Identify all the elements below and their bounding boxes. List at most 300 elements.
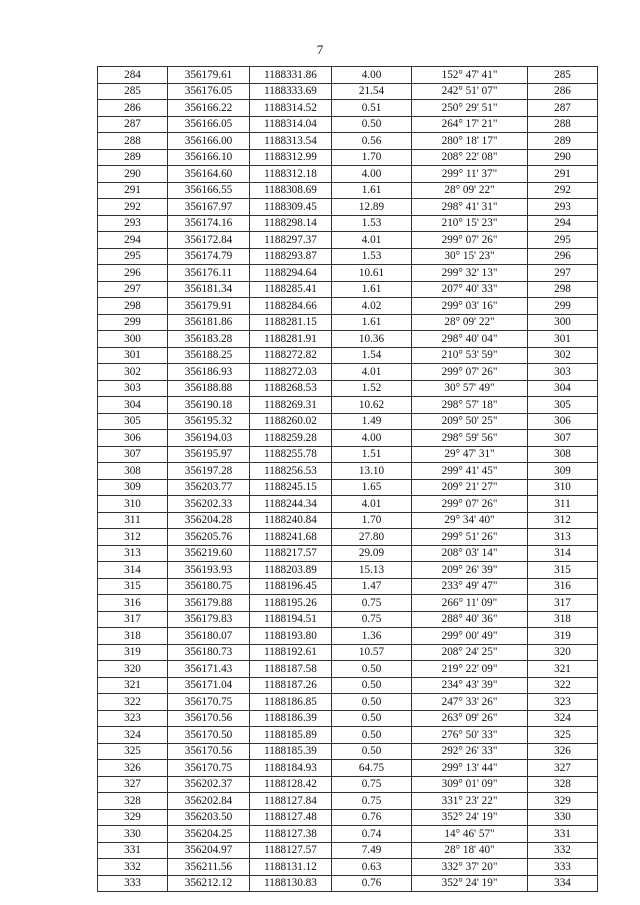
length-cell: 0.74 — [332, 826, 412, 843]
next-point-cell: 295 — [528, 232, 598, 249]
y-coordinate-cell: 1188131.12 — [250, 859, 332, 876]
table-row — [98, 100, 598, 117]
next-point-cell: 286 — [528, 83, 598, 100]
point-number-cell: 303 — [98, 380, 168, 397]
direction-angle-cell: 299° 41' 45" — [412, 463, 528, 480]
direction-angle-cell: 263° 09' 26" — [412, 710, 528, 727]
table-row — [98, 611, 598, 628]
y-coordinate-cell: 1188240.84 — [250, 512, 332, 529]
direction-angle-cell: 299° 07' 26" — [412, 364, 528, 381]
direction-angle-cell: 210° 15' 23" — [412, 215, 528, 232]
y-coordinate-cell: 1188269.31 — [250, 397, 332, 414]
table-body — [98, 67, 598, 892]
x-coordinate-cell: 356166.10 — [168, 149, 250, 166]
next-point-cell: 306 — [528, 413, 598, 430]
length-cell: 4.01 — [332, 364, 412, 381]
x-coordinate-cell: 356181.86 — [168, 314, 250, 331]
table-row — [98, 331, 598, 348]
length-cell: 1.61 — [332, 182, 412, 199]
length-cell: 13.10 — [332, 463, 412, 480]
length-cell: 4.01 — [332, 232, 412, 249]
next-point-cell: 294 — [528, 215, 598, 232]
x-coordinate-cell: 356193.93 — [168, 562, 250, 579]
length-cell: 10.61 — [332, 265, 412, 282]
y-coordinate-cell: 1188196.45 — [250, 578, 332, 595]
point-number-cell: 284 — [98, 67, 168, 84]
next-point-cell: 309 — [528, 463, 598, 480]
next-point-cell: 301 — [528, 331, 598, 348]
length-cell: 0.76 — [332, 875, 412, 892]
point-number-cell: 314 — [98, 562, 168, 579]
y-coordinate-cell: 1188186.39 — [250, 710, 332, 727]
x-coordinate-cell: 356205.76 — [168, 529, 250, 546]
y-coordinate-cell: 1188241.68 — [250, 529, 332, 546]
point-number-cell: 290 — [98, 166, 168, 183]
y-coordinate-cell: 1188256.53 — [250, 463, 332, 480]
table-row — [98, 512, 598, 529]
next-point-cell: 296 — [528, 248, 598, 265]
table-row — [98, 149, 598, 166]
direction-angle-cell: 233° 49' 47" — [412, 578, 528, 595]
table-row — [98, 859, 598, 876]
y-coordinate-cell: 1188260.02 — [250, 413, 332, 430]
y-coordinate-cell: 1188203.89 — [250, 562, 332, 579]
point-number-cell: 301 — [98, 347, 168, 364]
y-coordinate-cell: 1188298.14 — [250, 215, 332, 232]
x-coordinate-cell: 356183.28 — [168, 331, 250, 348]
length-cell: 1.54 — [332, 347, 412, 364]
y-coordinate-cell: 1188281.15 — [250, 314, 332, 331]
table-row — [98, 281, 598, 298]
next-point-cell: 324 — [528, 710, 598, 727]
y-coordinate-cell: 1188127.48 — [250, 809, 332, 826]
length-cell: 4.01 — [332, 496, 412, 513]
point-number-cell: 289 — [98, 149, 168, 166]
x-coordinate-cell: 356202.33 — [168, 496, 250, 513]
point-number-cell: 305 — [98, 413, 168, 430]
y-coordinate-cell: 1188331.86 — [250, 67, 332, 84]
direction-angle-cell: 28° 09' 22" — [412, 314, 528, 331]
point-number-cell: 323 — [98, 710, 168, 727]
point-number-cell: 286 — [98, 100, 168, 117]
length-cell: 0.50 — [332, 116, 412, 133]
direction-angle-cell: 29° 47' 31" — [412, 446, 528, 463]
table-row — [98, 380, 598, 397]
y-coordinate-cell: 1188217.57 — [250, 545, 332, 562]
table-row — [98, 446, 598, 463]
x-coordinate-cell: 356202.84 — [168, 793, 250, 810]
point-number-cell: 307 — [98, 446, 168, 463]
point-number-cell: 297 — [98, 281, 168, 298]
table-row — [98, 314, 598, 331]
y-coordinate-cell: 1188193.80 — [250, 628, 332, 645]
direction-angle-cell: 280° 18' 17" — [412, 133, 528, 150]
x-coordinate-cell: 356171.43 — [168, 661, 250, 678]
y-coordinate-cell: 1188130.83 — [250, 875, 332, 892]
x-coordinate-cell: 356188.25 — [168, 347, 250, 364]
next-point-cell: 299 — [528, 298, 598, 315]
x-coordinate-cell: 356166.05 — [168, 116, 250, 133]
length-cell: 15.13 — [332, 562, 412, 579]
table-row — [98, 116, 598, 133]
next-point-cell: 331 — [528, 826, 598, 843]
y-coordinate-cell: 1188195.26 — [250, 595, 332, 612]
point-number-cell: 333 — [98, 875, 168, 892]
next-point-cell: 328 — [528, 776, 598, 793]
length-cell: 1.49 — [332, 413, 412, 430]
x-coordinate-cell: 356166.22 — [168, 100, 250, 117]
table-row — [98, 166, 598, 183]
table-row — [98, 809, 598, 826]
table-row — [98, 265, 598, 282]
y-coordinate-cell: 1188184.93 — [250, 760, 332, 777]
y-coordinate-cell: 1188314.52 — [250, 100, 332, 117]
point-number-cell: 319 — [98, 644, 168, 661]
next-point-cell: 319 — [528, 628, 598, 645]
length-cell: 0.63 — [332, 859, 412, 876]
direction-angle-cell: 299° 13' 44" — [412, 760, 528, 777]
y-coordinate-cell: 1188185.89 — [250, 727, 332, 744]
x-coordinate-cell: 356180.73 — [168, 644, 250, 661]
point-number-cell: 312 — [98, 529, 168, 546]
next-point-cell: 298 — [528, 281, 598, 298]
y-coordinate-cell: 1188127.57 — [250, 842, 332, 859]
x-coordinate-cell: 356164.60 — [168, 166, 250, 183]
point-number-cell: 330 — [98, 826, 168, 843]
x-coordinate-cell: 356197.28 — [168, 463, 250, 480]
direction-angle-cell: 292° 26' 33" — [412, 743, 528, 760]
direction-angle-cell: 298° 59' 56" — [412, 430, 528, 447]
length-cell: 0.50 — [332, 710, 412, 727]
table-row — [98, 413, 598, 430]
direction-angle-cell: 299° 00' 49" — [412, 628, 528, 645]
x-coordinate-cell: 356219.60 — [168, 545, 250, 562]
point-number-cell: 326 — [98, 760, 168, 777]
table-row — [98, 644, 598, 661]
direction-angle-cell: 250° 29' 51" — [412, 100, 528, 117]
x-coordinate-cell: 356179.83 — [168, 611, 250, 628]
point-number-cell: 298 — [98, 298, 168, 315]
x-coordinate-cell: 356174.16 — [168, 215, 250, 232]
point-number-cell: 322 — [98, 694, 168, 711]
direction-angle-cell: 352° 24' 19" — [412, 809, 528, 826]
point-number-cell: 294 — [98, 232, 168, 249]
point-number-cell: 306 — [98, 430, 168, 447]
point-number-cell: 332 — [98, 859, 168, 876]
length-cell: 4.00 — [332, 430, 412, 447]
x-coordinate-cell: 356204.25 — [168, 826, 250, 843]
length-cell: 21.54 — [332, 83, 412, 100]
next-point-cell: 288 — [528, 116, 598, 133]
direction-angle-cell: 219° 22' 09" — [412, 661, 528, 678]
point-number-cell: 300 — [98, 331, 168, 348]
table-row — [98, 232, 598, 249]
direction-angle-cell: 247° 33' 26" — [412, 694, 528, 711]
x-coordinate-cell: 356170.50 — [168, 727, 250, 744]
x-coordinate-cell: 356195.97 — [168, 446, 250, 463]
point-number-cell: 311 — [98, 512, 168, 529]
x-coordinate-cell: 356176.11 — [168, 265, 250, 282]
point-number-cell: 304 — [98, 397, 168, 414]
point-number-cell: 320 — [98, 661, 168, 678]
table-row — [98, 248, 598, 265]
x-coordinate-cell: 356167.97 — [168, 199, 250, 216]
point-number-cell: 296 — [98, 265, 168, 282]
x-coordinate-cell: 356195.32 — [168, 413, 250, 430]
y-coordinate-cell: 1188245.15 — [250, 479, 332, 496]
table-row — [98, 182, 598, 199]
y-coordinate-cell: 1188314.04 — [250, 116, 332, 133]
length-cell: 64.75 — [332, 760, 412, 777]
direction-angle-cell: 209° 50' 25" — [412, 413, 528, 430]
next-point-cell: 297 — [528, 265, 598, 282]
y-coordinate-cell: 1188194.51 — [250, 611, 332, 628]
point-number-cell: 285 — [98, 83, 168, 100]
y-coordinate-cell: 1188255.78 — [250, 446, 332, 463]
next-point-cell: 334 — [528, 875, 598, 892]
length-cell: 1.61 — [332, 281, 412, 298]
y-coordinate-cell: 1188309.45 — [250, 199, 332, 216]
table-row — [98, 694, 598, 711]
next-point-cell: 313 — [528, 529, 598, 546]
x-coordinate-cell: 356171.04 — [168, 677, 250, 694]
point-number-cell: 308 — [98, 463, 168, 480]
table-row — [98, 496, 598, 513]
point-number-cell: 329 — [98, 809, 168, 826]
next-point-cell: 332 — [528, 842, 598, 859]
next-point-cell: 330 — [528, 809, 598, 826]
next-point-cell: 308 — [528, 446, 598, 463]
x-coordinate-cell: 356204.97 — [168, 842, 250, 859]
next-point-cell: 315 — [528, 562, 598, 579]
y-coordinate-cell: 1188244.34 — [250, 496, 332, 513]
point-number-cell: 328 — [98, 793, 168, 810]
length-cell: 1.65 — [332, 479, 412, 496]
coordinates-table — [97, 66, 598, 892]
length-cell: 12.89 — [332, 199, 412, 216]
y-coordinate-cell: 1188127.84 — [250, 793, 332, 810]
direction-angle-cell: 298° 57' 18" — [412, 397, 528, 414]
point-number-cell: 313 — [98, 545, 168, 562]
direction-angle-cell: 264° 17' 21" — [412, 116, 528, 133]
point-number-cell: 325 — [98, 743, 168, 760]
table-row — [98, 562, 598, 579]
table-row — [98, 710, 598, 727]
y-coordinate-cell: 1188259.28 — [250, 430, 332, 447]
point-number-cell: 293 — [98, 215, 168, 232]
page-number: 7 — [316, 42, 324, 57]
next-point-cell: 321 — [528, 661, 598, 678]
next-point-cell: 325 — [528, 727, 598, 744]
next-point-cell: 285 — [528, 67, 598, 84]
y-coordinate-cell: 1188293.87 — [250, 248, 332, 265]
direction-angle-cell: 207° 40' 33" — [412, 281, 528, 298]
length-cell: 10.57 — [332, 644, 412, 661]
x-coordinate-cell: 356188.88 — [168, 380, 250, 397]
length-cell: 1.51 — [332, 446, 412, 463]
x-coordinate-cell: 356179.91 — [168, 298, 250, 315]
table-row — [98, 83, 598, 100]
length-cell: 0.75 — [332, 611, 412, 628]
table-row — [98, 529, 598, 546]
length-cell: 1.52 — [332, 380, 412, 397]
y-coordinate-cell: 1188187.58 — [250, 661, 332, 678]
next-point-cell: 310 — [528, 479, 598, 496]
x-coordinate-cell: 356170.75 — [168, 760, 250, 777]
x-coordinate-cell: 356194.03 — [168, 430, 250, 447]
next-point-cell: 307 — [528, 430, 598, 447]
x-coordinate-cell: 356211.56 — [168, 859, 250, 876]
x-coordinate-cell: 356166.55 — [168, 182, 250, 199]
direction-angle-cell: 299° 03' 16" — [412, 298, 528, 315]
x-coordinate-cell: 356172.84 — [168, 232, 250, 249]
point-number-cell: 302 — [98, 364, 168, 381]
x-coordinate-cell: 356181.34 — [168, 281, 250, 298]
direction-angle-cell: 28° 09' 22" — [412, 182, 528, 199]
y-coordinate-cell: 1188268.53 — [250, 380, 332, 397]
x-coordinate-cell: 356174.79 — [168, 248, 250, 265]
y-coordinate-cell: 1188285.41 — [250, 281, 332, 298]
direction-angle-cell: 298° 41' 31" — [412, 199, 528, 216]
table-row — [98, 595, 598, 612]
direction-angle-cell: 208° 03' 14" — [412, 545, 528, 562]
point-number-cell: 327 — [98, 776, 168, 793]
length-cell: 0.50 — [332, 694, 412, 711]
next-point-cell: 327 — [528, 760, 598, 777]
point-number-cell: 287 — [98, 116, 168, 133]
direction-angle-cell: 331° 23' 22" — [412, 793, 528, 810]
x-coordinate-cell: 356202.37 — [168, 776, 250, 793]
point-number-cell: 310 — [98, 496, 168, 513]
length-cell: 4.00 — [332, 166, 412, 183]
y-coordinate-cell: 1188281.91 — [250, 331, 332, 348]
next-point-cell: 323 — [528, 694, 598, 711]
table-row — [98, 793, 598, 810]
point-number-cell: 299 — [98, 314, 168, 331]
next-point-cell: 320 — [528, 644, 598, 661]
length-cell: 0.51 — [332, 100, 412, 117]
x-coordinate-cell: 356204.28 — [168, 512, 250, 529]
direction-angle-cell: 266° 11' 09" — [412, 595, 528, 612]
direction-angle-cell: 298° 40' 04" — [412, 331, 528, 348]
direction-angle-cell: 299° 51' 26" — [412, 529, 528, 546]
y-coordinate-cell: 1188312.99 — [250, 149, 332, 166]
x-coordinate-cell: 356179.61 — [168, 67, 250, 84]
length-cell: 0.50 — [332, 677, 412, 694]
direction-angle-cell: 309° 01' 09" — [412, 776, 528, 793]
table-row — [98, 133, 598, 150]
next-point-cell: 318 — [528, 611, 598, 628]
point-number-cell: 315 — [98, 578, 168, 595]
length-cell: 1.53 — [332, 248, 412, 265]
point-number-cell: 309 — [98, 479, 168, 496]
y-coordinate-cell: 1188186.85 — [250, 694, 332, 711]
y-coordinate-cell: 1188128.42 — [250, 776, 332, 793]
length-cell: 4.02 — [332, 298, 412, 315]
next-point-cell: 333 — [528, 859, 598, 876]
y-coordinate-cell: 1188185.39 — [250, 743, 332, 760]
table-row — [98, 347, 598, 364]
next-point-cell: 290 — [528, 149, 598, 166]
next-point-cell: 322 — [528, 677, 598, 694]
direction-angle-cell: 352° 24' 19" — [412, 875, 528, 892]
table-row — [98, 545, 598, 562]
table-row — [98, 677, 598, 694]
next-point-cell: 329 — [528, 793, 598, 810]
table-row — [98, 463, 598, 480]
next-point-cell: 305 — [528, 397, 598, 414]
point-number-cell: 318 — [98, 628, 168, 645]
length-cell: 10.36 — [332, 331, 412, 348]
x-coordinate-cell: 356203.50 — [168, 809, 250, 826]
length-cell: 7.49 — [332, 842, 412, 859]
y-coordinate-cell: 1188294.64 — [250, 265, 332, 282]
y-coordinate-cell: 1188313.54 — [250, 133, 332, 150]
point-number-cell: 291 — [98, 182, 168, 199]
length-cell: 0.56 — [332, 133, 412, 150]
length-cell: 0.75 — [332, 595, 412, 612]
point-number-cell: 295 — [98, 248, 168, 265]
x-coordinate-cell: 356180.07 — [168, 628, 250, 645]
direction-angle-cell: 299° 07' 26" — [412, 496, 528, 513]
length-cell: 0.50 — [332, 661, 412, 678]
x-coordinate-cell: 356166.00 — [168, 133, 250, 150]
x-coordinate-cell: 356170.56 — [168, 743, 250, 760]
table-row — [98, 364, 598, 381]
table-row — [98, 67, 598, 84]
direction-angle-cell: 288° 40' 36" — [412, 611, 528, 628]
table-row — [98, 727, 598, 744]
x-coordinate-cell: 356212.12 — [168, 875, 250, 892]
table-row — [98, 776, 598, 793]
length-cell: 1.47 — [332, 578, 412, 595]
length-cell: 0.50 — [332, 727, 412, 744]
point-number-cell: 331 — [98, 842, 168, 859]
direction-angle-cell: 208° 22' 08" — [412, 149, 528, 166]
next-point-cell: 293 — [528, 199, 598, 216]
table-row — [98, 743, 598, 760]
length-cell: 1.36 — [332, 628, 412, 645]
table-row — [98, 215, 598, 232]
table-row — [98, 430, 598, 447]
direction-angle-cell: 209° 21' 27" — [412, 479, 528, 496]
direction-angle-cell: 234° 43' 39" — [412, 677, 528, 694]
table-row — [98, 199, 598, 216]
table-row — [98, 875, 598, 892]
direction-angle-cell: 332° 37' 20" — [412, 859, 528, 876]
point-number-cell: 317 — [98, 611, 168, 628]
direction-angle-cell: 28° 18' 40" — [412, 842, 528, 859]
length-cell: 29.09 — [332, 545, 412, 562]
direction-angle-cell: 299° 11' 37" — [412, 166, 528, 183]
direction-angle-cell: 299° 07' 26" — [412, 232, 528, 249]
direction-angle-cell: 208° 24' 25" — [412, 644, 528, 661]
direction-angle-cell: 30° 57' 49" — [412, 380, 528, 397]
table-row — [98, 578, 598, 595]
length-cell: 1.61 — [332, 314, 412, 331]
length-cell: 1.70 — [332, 149, 412, 166]
direction-angle-cell: 299° 32' 13" — [412, 265, 528, 282]
next-point-cell: 314 — [528, 545, 598, 562]
direction-angle-cell: 209° 26' 39" — [412, 562, 528, 579]
next-point-cell: 316 — [528, 578, 598, 595]
next-point-cell: 303 — [528, 364, 598, 381]
length-cell: 4.00 — [332, 67, 412, 84]
y-coordinate-cell: 1188187.26 — [250, 677, 332, 694]
next-point-cell: 289 — [528, 133, 598, 150]
direction-angle-cell: 242° 51' 07" — [412, 83, 528, 100]
x-coordinate-cell: 356203.77 — [168, 479, 250, 496]
